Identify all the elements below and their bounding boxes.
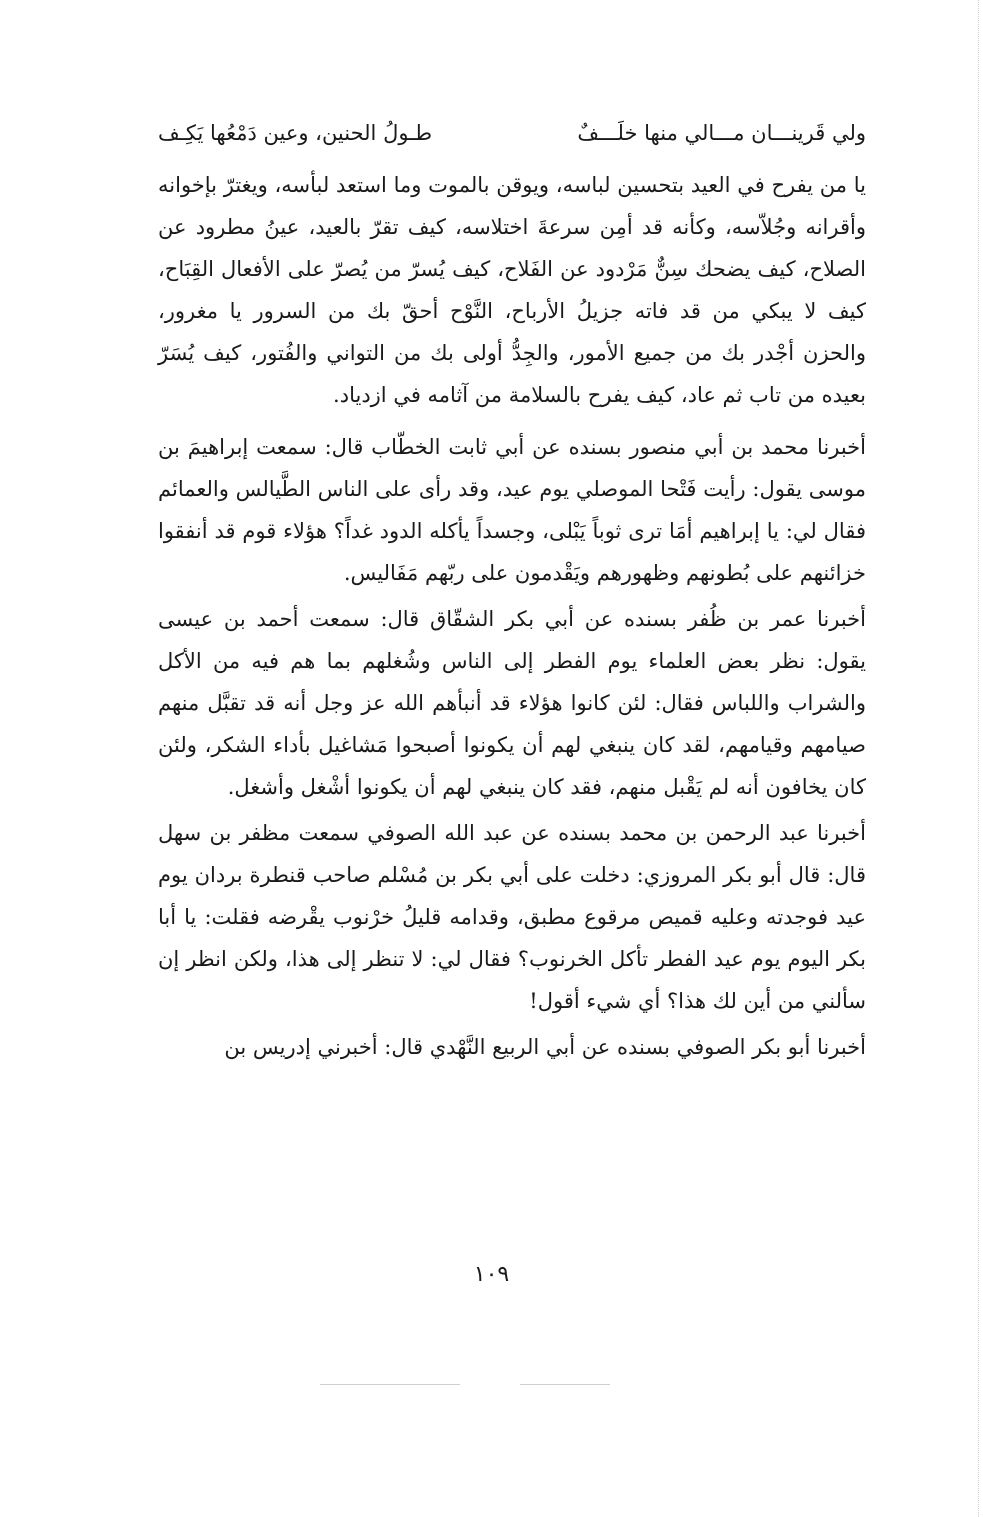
paragraph-sermon: يا من يفرح في العيد بتحسين لباسه، ويوقن بالموت وما استعد لبأسه، ويغترّ بإخوانه وأقرانه وجُلاّسه، وكأنه قد أمِن سرعةَ اختلاسه، كيف تقرّ بالعيد، عينُ مطرود عن الصلاح، كيف يضحك سِنٌّ مَرْدود عن الفَلاح، كيف يُسرّ من يُصرّ على الأفعال القِبَاح، كيف لا يبكي من قد فاته جزيلُ الأرباح، النَّوْح أحقّ بك من السرور يا مغرور، والحزن أجْدر بك من جميع الأمور، والجِدُّ أولى بك من التواني والفُتور، كيف يُسَرّ بعيده من تاب ثم عاد، كيف يفرح بالسلامة من آثامه في ازدياد. xyxy=(158,173,866,407)
page-body xyxy=(158,112,866,1068)
paragraph-narration-scholars: أخبرنا عمر بن ظُفر بسنده عن أبي بكر الشقّاق قال: سمعت أحمد بن عيسى يقول: نظر بعض العلماء يوم الفطر إلى الناس وشُغلهم بما هم فيه من الأكل والشراب واللباس فقال: لئن كانوا هؤلاء قد أنبأهم الله عز وجل أنه قد تقبَّل منهم صيامهم وقيامهم، لقد كان ينبغي لهم أن يكونوا أصبحوا مَشاغيل بأداء الشكر، ولئن كان يخافون أنه لم يَقْبل منهم، فقد كان ينبغي لهم أن يكونوا أشْغل وأشغل. xyxy=(158,607,866,799)
poem-hemistich-left: طـولُ الحنين، وعين دَمْعُها يَكِـف xyxy=(158,121,433,145)
paragraph-narration-nahdi: أخبرنا أبو بكر الصوفي بسنده عن أبي الربيع النَّهْدي قال: أخبرني إدريس بن xyxy=(224,1035,866,1059)
page-number: ١٠٩ xyxy=(473,1262,510,1287)
poem-verse xyxy=(158,112,866,154)
paragraph-narration-fath: أخبرنا محمد بن أبي منصور بسنده عن أبي ثابت الخطّاب قال: سمعت إبراهيمَ بن موسى يقول: رأيت فَتْحا الموصلي يوم عيد، وقد رأى على الناس الطَّيالس والعمائم فقال لي: يا إبراهيم أمَا ترى ثوباً يَبْلى، وجسداً يأكله الدود غداً؟ هؤلاء قوم قد أنفقوا خزائنهم على بُطونهم وظهورهم ويَقْدمون على ربّهم مَفَاليس. xyxy=(158,435,866,585)
poem-hemistich-right: ولي قَرينـــان مـــالي منها خلَـــفٌ xyxy=(577,121,866,145)
scan-artifact xyxy=(320,1384,460,1385)
paragraph-narration-abu-bakr: أخبرنا عبد الرحمن بن محمد بسنده عن عبد الله الصوفي سمعت مظفر بن سهل قال: قال أبو بكر المروزي: دخلت على أبي بكر بن مُسْلم صاحب قنطرة بردان يوم عيد فوجدته وعليه قميص مرقوع مطبق، وقدامه قليلُ خرْنوب يقْرضه فقلت: يا أبا بكر اليوم يوم عيد الفطر تأكل الخرنوب؟ فقال لي: لا تنظر إلى هذا، ولكن انظر إن سألني من أين لك هذا؟ أي شيء أقول! xyxy=(158,821,866,1013)
page-edge-line xyxy=(977,0,979,1517)
scan-artifact xyxy=(520,1384,610,1385)
